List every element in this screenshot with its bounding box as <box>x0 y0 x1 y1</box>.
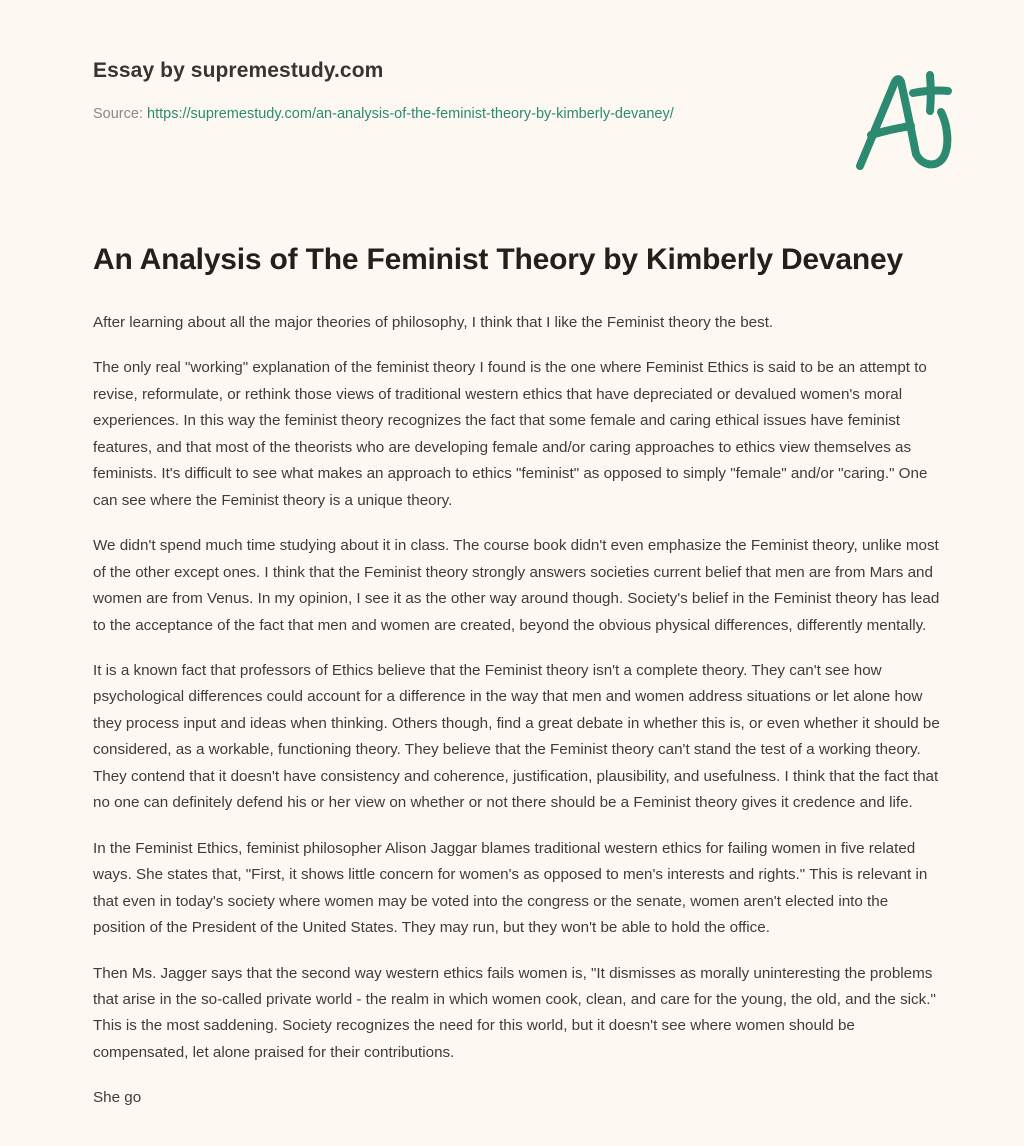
paragraph: Then Ms. Jagger says that the second way western ethics fails women is, "It dismisses as morally uninteresting the problems that arise in the so-called private world - the realm in which women cook, clean, and care for the young, the old, and the sick." This is the most saddening. Society recognizes the need for this world, but it doesn't see where women should be compensated, let alone praised for their contributions. <box>93 964 936 1061</box>
brand-title: Essay by supremestudy.com <box>93 59 384 82</box>
paragraph: The only real "working" explanation of the feminist theory I found is the one where Feminist Ethics is said to be an attempt to revise, reformulate, or rethink those views of traditional western ethics that have depreciated or devalued women's moral experiences. In this way the feminist theory recognizes the fact that some female and caring ethical issues have feminist features, and that most of the theorists who are developing female and/or caring approaches to ethics view themselves as feminists. It's difficult to see what makes an approach to ethics "feminist" as opposed to simply "female" and/or "caring." One can see where the Feminist theory is a unique theory. <box>93 359 928 509</box>
article-body <box>93 310 941 1112</box>
source-label: Source: <box>93 106 143 123</box>
paragraph: She go <box>93 1089 142 1107</box>
paragraph: We didn't spend much time studying about it in class. The course book didn't even emphasize the Feminist theory, unlike most of the other except ones. I think that the Feminist theory strongly answers societies current belief that men are from Mars and women are from Venus. In my opinion, I see it as the other way around though. Society's belief in the Feminist theory has lead to the acceptance of the fact that men and women are created, beyond the obvious physical differences, differently mentally. <box>93 537 940 634</box>
page-title: An Analysis of The Feminist Theory by Kimberly Devaney <box>93 243 903 276</box>
article-container <box>93 240 941 1112</box>
paragraph: It is a known fact that professors of Ethics believe that the Feminist theory isn't a complete theory. They can't see how psychological differences could account for a difference in the way that men and women address situations or let alone how they process input and ideas when thinking. Others though, find a great debate in whether this is, or even whether it should be considered, as a workable, functioning theory. They believe that the Feminist theory can't stand the test of a working theory. They contend that it doesn't have consistency and coherence, justification, plausibility, and usefulness. I think that the fact that no one can definitely defend his or her view on whether or not there should be a Feminist theory gives it credence and life. <box>93 661 940 812</box>
a-plus-logo-icon <box>842 62 962 182</box>
source-url-link[interactable]: https://supremestudy.com/an-analysis-of-the-feminist-theory-by-kimberly-devaney/ <box>147 106 674 123</box>
paragraph: In the Feminist Ethics, feminist philosopher Alison Jaggar blames traditional western ethics for failing women in five related ways. She states that, "First, it shows little concern for women's as opposed to men's interests and rights." This is relevant in that even in today's society where women may be voted into the congress or the senate, women aren't elected into the position of the President of the United States. They may run, but they won't be able to hold the office. <box>93 839 928 937</box>
paragraph: After learning about all the major theories of philosophy, I think that I like the Feminist theory the best. <box>93 314 774 331</box>
source-line <box>93 103 723 126</box>
